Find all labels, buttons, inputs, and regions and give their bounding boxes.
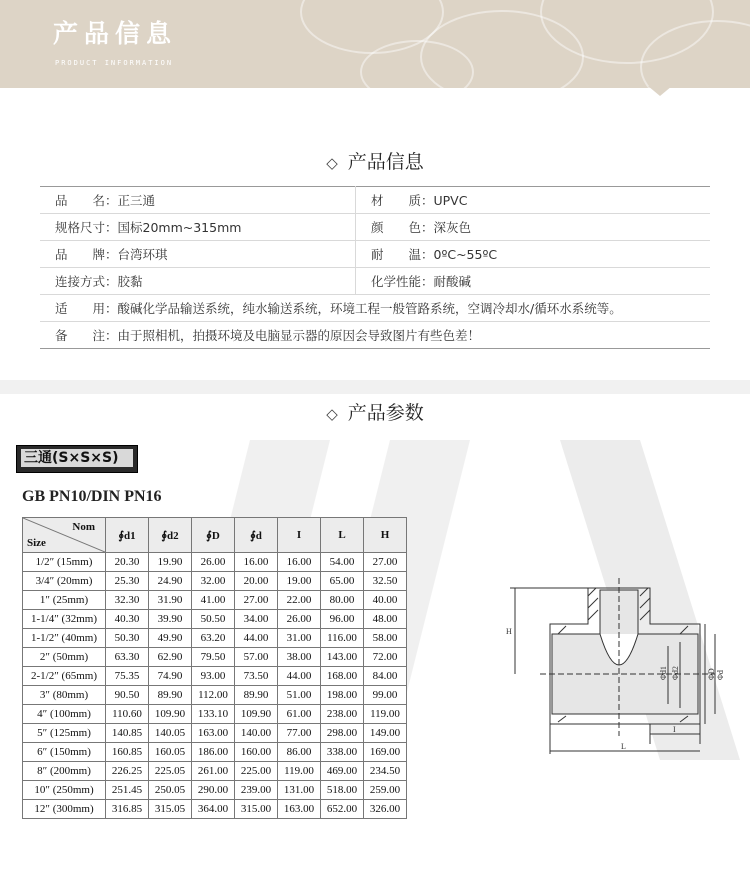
table-row xyxy=(23,553,407,572)
value-cell: 298.00 xyxy=(321,724,364,743)
info-cell: 颜 色：深灰色 xyxy=(356,214,711,241)
value-cell: 226.25 xyxy=(106,762,149,781)
value-cell: 62.90 xyxy=(149,648,192,667)
value-cell: 16.00 xyxy=(235,553,278,572)
product-type-label: 三通(S×S×S) xyxy=(21,449,133,467)
value-cell: 316.85 xyxy=(106,800,149,819)
value-cell: 131.00 xyxy=(278,781,321,800)
value-cell: 160.00 xyxy=(235,743,278,762)
value-cell: 186.00 xyxy=(192,743,235,762)
value-cell: 110.60 xyxy=(106,705,149,724)
table-row xyxy=(23,724,407,743)
info-cell: 品 牌：台湾环琪 xyxy=(40,241,356,268)
value-cell: 326.00 xyxy=(364,800,407,819)
size-cell: 6″ (150mm) xyxy=(23,743,106,762)
drawing-label-i: I xyxy=(673,725,676,734)
value-cell: 63.30 xyxy=(106,648,149,667)
value-cell: 149.00 xyxy=(364,724,407,743)
value-cell: 225.05 xyxy=(149,762,192,781)
drawing-label-l: L xyxy=(621,742,626,751)
value-cell: 54.00 xyxy=(321,553,364,572)
value-cell: 163.00 xyxy=(192,724,235,743)
column-header: I xyxy=(278,518,321,553)
value-cell: 290.00 xyxy=(192,781,235,800)
header-banner xyxy=(0,0,750,88)
value-cell: 25.30 xyxy=(106,572,149,591)
banner-subtitle: PRODUCT INFORMATION xyxy=(55,59,174,67)
value-cell: 48.00 xyxy=(364,610,407,629)
value-cell: 75.35 xyxy=(106,667,149,686)
section-title-info xyxy=(0,147,750,174)
value-cell: 34.00 xyxy=(235,610,278,629)
size-cell: 1″ (25mm) xyxy=(23,591,106,610)
value-cell: 31.90 xyxy=(149,591,192,610)
table-row xyxy=(23,705,407,724)
value-cell: 518.00 xyxy=(321,781,364,800)
value-cell: 49.90 xyxy=(149,629,192,648)
value-cell: 50.50 xyxy=(192,610,235,629)
value-cell: 20.30 xyxy=(106,553,149,572)
value-cell: 89.90 xyxy=(235,686,278,705)
value-cell: 51.00 xyxy=(278,686,321,705)
info-cell: 材 质：UPVC xyxy=(356,187,711,214)
value-cell: 26.00 xyxy=(278,610,321,629)
value-cell: 44.00 xyxy=(235,629,278,648)
value-cell: 198.00 xyxy=(321,686,364,705)
drawing-label-h: H xyxy=(506,627,512,636)
value-cell: 168.00 xyxy=(321,667,364,686)
size-cell: 2″ (50mm) xyxy=(23,648,106,667)
spec-table xyxy=(22,517,407,819)
value-cell: 40.00 xyxy=(364,591,407,610)
value-cell: 50.30 xyxy=(106,629,149,648)
size-cell: 1/2″ (15mm) xyxy=(23,553,106,572)
size-cell: 3/4″ (20mm) xyxy=(23,572,106,591)
value-cell: 160.85 xyxy=(106,743,149,762)
value-cell: 225.00 xyxy=(235,762,278,781)
value-cell: 259.00 xyxy=(364,781,407,800)
value-cell: 364.00 xyxy=(192,800,235,819)
info-row xyxy=(40,322,710,349)
value-cell: 63.20 xyxy=(192,629,235,648)
table-row xyxy=(23,667,407,686)
size-cell: 2-1/2″ (65mm) xyxy=(23,667,106,686)
size-cell: 12″ (300mm) xyxy=(23,800,106,819)
drawing-label-D: ΦD xyxy=(707,668,716,680)
section-title-text: 产品参数 xyxy=(347,402,424,424)
value-cell: 39.90 xyxy=(149,610,192,629)
value-cell: 57.00 xyxy=(235,648,278,667)
value-cell: 315.00 xyxy=(235,800,278,819)
value-cell: 140.00 xyxy=(235,724,278,743)
background-band xyxy=(0,380,750,394)
value-cell: 80.00 xyxy=(321,591,364,610)
value-cell: 133.10 xyxy=(192,705,235,724)
value-cell: 160.05 xyxy=(149,743,192,762)
value-cell: 338.00 xyxy=(321,743,364,762)
info-cell: 品 名：正三通 xyxy=(40,187,356,214)
value-cell: 143.00 xyxy=(321,648,364,667)
value-cell: 65.00 xyxy=(321,572,364,591)
value-cell: 73.50 xyxy=(235,667,278,686)
info-row xyxy=(40,295,710,322)
value-cell: 74.90 xyxy=(149,667,192,686)
value-cell: 109.90 xyxy=(235,705,278,724)
value-cell: 89.90 xyxy=(149,686,192,705)
value-cell: 238.00 xyxy=(321,705,364,724)
value-cell: 32.30 xyxy=(106,591,149,610)
column-header: ∮d1 xyxy=(106,518,149,553)
product-info-table xyxy=(40,186,710,349)
size-cell: 1-1/4″ (32mm) xyxy=(23,610,106,629)
value-cell: 239.00 xyxy=(235,781,278,800)
info-row xyxy=(40,268,710,295)
drawing-label-d: Φd xyxy=(716,670,725,680)
value-cell: 72.00 xyxy=(364,648,407,667)
standard-label: GB PN10/DIN PN16 xyxy=(22,488,162,505)
size-cell: 1-1/2″ (40mm) xyxy=(23,629,106,648)
value-cell: 234.50 xyxy=(364,762,407,781)
value-cell: 32.00 xyxy=(192,572,235,591)
table-row xyxy=(23,743,407,762)
value-cell: 27.00 xyxy=(235,591,278,610)
spec-table-body xyxy=(23,553,407,819)
table-row xyxy=(23,762,407,781)
table-row xyxy=(23,800,407,819)
size-cell: 5″ (125mm) xyxy=(23,724,106,743)
value-cell: 96.00 xyxy=(321,610,364,629)
value-cell: 169.00 xyxy=(364,743,407,762)
value-cell: 140.05 xyxy=(149,724,192,743)
value-cell: 116.00 xyxy=(321,629,364,648)
table-row xyxy=(23,572,407,591)
size-cell: 10″ (250mm) xyxy=(23,781,106,800)
section-title-params xyxy=(0,398,750,425)
value-cell: 163.00 xyxy=(278,800,321,819)
value-cell: 27.00 xyxy=(364,553,407,572)
size-cell: 3″ (80mm) xyxy=(23,686,106,705)
diamond-icon: ◇ xyxy=(326,405,338,423)
value-cell: 99.00 xyxy=(364,686,407,705)
info-row xyxy=(40,187,710,214)
value-cell: 77.00 xyxy=(278,724,321,743)
info-row xyxy=(40,241,710,268)
column-header: ∮d2 xyxy=(149,518,192,553)
size-cell: 4″ (100mm) xyxy=(23,705,106,724)
info-cell: 连接方式：胶黏 xyxy=(40,268,356,295)
value-cell: 40.30 xyxy=(106,610,149,629)
column-header: H xyxy=(364,518,407,553)
value-cell: 38.00 xyxy=(278,648,321,667)
column-header: ∮d xyxy=(235,518,278,553)
corner-nom: Nom xyxy=(72,521,95,533)
value-cell: 58.00 xyxy=(364,629,407,648)
banner-notch xyxy=(648,86,672,96)
corner-size: Size xyxy=(27,537,46,549)
section-title-text: 产品信息 xyxy=(347,151,424,173)
value-cell: 86.00 xyxy=(278,743,321,762)
info-cell-usage: 适 用：酸碱化学品输送系统，纯水输送系统，环境工程一般管路系统，空调冷却水/循环水系统等。 xyxy=(40,295,710,322)
value-cell: 22.00 xyxy=(278,591,321,610)
value-cell: 119.00 xyxy=(364,705,407,724)
value-cell: 24.90 xyxy=(149,572,192,591)
info-cell: 规格尺寸：国标20mm~315mm xyxy=(40,214,356,241)
info-row xyxy=(40,214,710,241)
table-row xyxy=(23,629,407,648)
column-header: ∮D xyxy=(192,518,235,553)
value-cell: 16.00 xyxy=(278,553,321,572)
value-cell: 20.00 xyxy=(235,572,278,591)
table-row xyxy=(23,610,407,629)
size-cell: 8″ (200mm) xyxy=(23,762,106,781)
value-cell: 93.00 xyxy=(192,667,235,686)
value-cell: 41.00 xyxy=(192,591,235,610)
value-cell: 250.05 xyxy=(149,781,192,800)
value-cell: 32.50 xyxy=(364,572,407,591)
value-cell: 44.00 xyxy=(278,667,321,686)
table-row xyxy=(23,591,407,610)
corner-header xyxy=(23,518,106,553)
value-cell: 19.90 xyxy=(149,553,192,572)
value-cell: 315.05 xyxy=(149,800,192,819)
value-cell: 61.00 xyxy=(278,705,321,724)
spec-header-row xyxy=(23,518,407,553)
table-row xyxy=(23,781,407,800)
value-cell: 19.00 xyxy=(278,572,321,591)
value-cell: 261.00 xyxy=(192,762,235,781)
info-cell: 化学性能：耐酸碱 xyxy=(356,268,711,295)
table-row xyxy=(23,686,407,705)
value-cell: 31.00 xyxy=(278,629,321,648)
drawing-label-d1: Φd1 xyxy=(659,666,668,680)
tee-technical-drawing xyxy=(500,576,735,756)
product-type-tag xyxy=(16,445,138,473)
value-cell: 119.00 xyxy=(278,762,321,781)
info-cell-note: 备 注：由于照相机，拍摄环境及电脑显示器的原因会导致图片有些色差！ xyxy=(40,322,710,349)
column-header: L xyxy=(321,518,364,553)
table-row xyxy=(23,648,407,667)
diamond-icon: ◇ xyxy=(326,154,338,172)
banner-title: 产品信息 xyxy=(53,19,178,48)
value-cell: 26.00 xyxy=(192,553,235,572)
value-cell: 469.00 xyxy=(321,762,364,781)
value-cell: 251.45 xyxy=(106,781,149,800)
value-cell: 109.90 xyxy=(149,705,192,724)
drawing-label-d2: Φd2 xyxy=(671,666,680,680)
value-cell: 90.50 xyxy=(106,686,149,705)
value-cell: 84.00 xyxy=(364,667,407,686)
value-cell: 79.50 xyxy=(192,648,235,667)
value-cell: 140.85 xyxy=(106,724,149,743)
value-cell: 112.00 xyxy=(192,686,235,705)
value-cell: 652.00 xyxy=(321,800,364,819)
info-cell: 耐 温：0ºC~55ºC xyxy=(356,241,711,268)
